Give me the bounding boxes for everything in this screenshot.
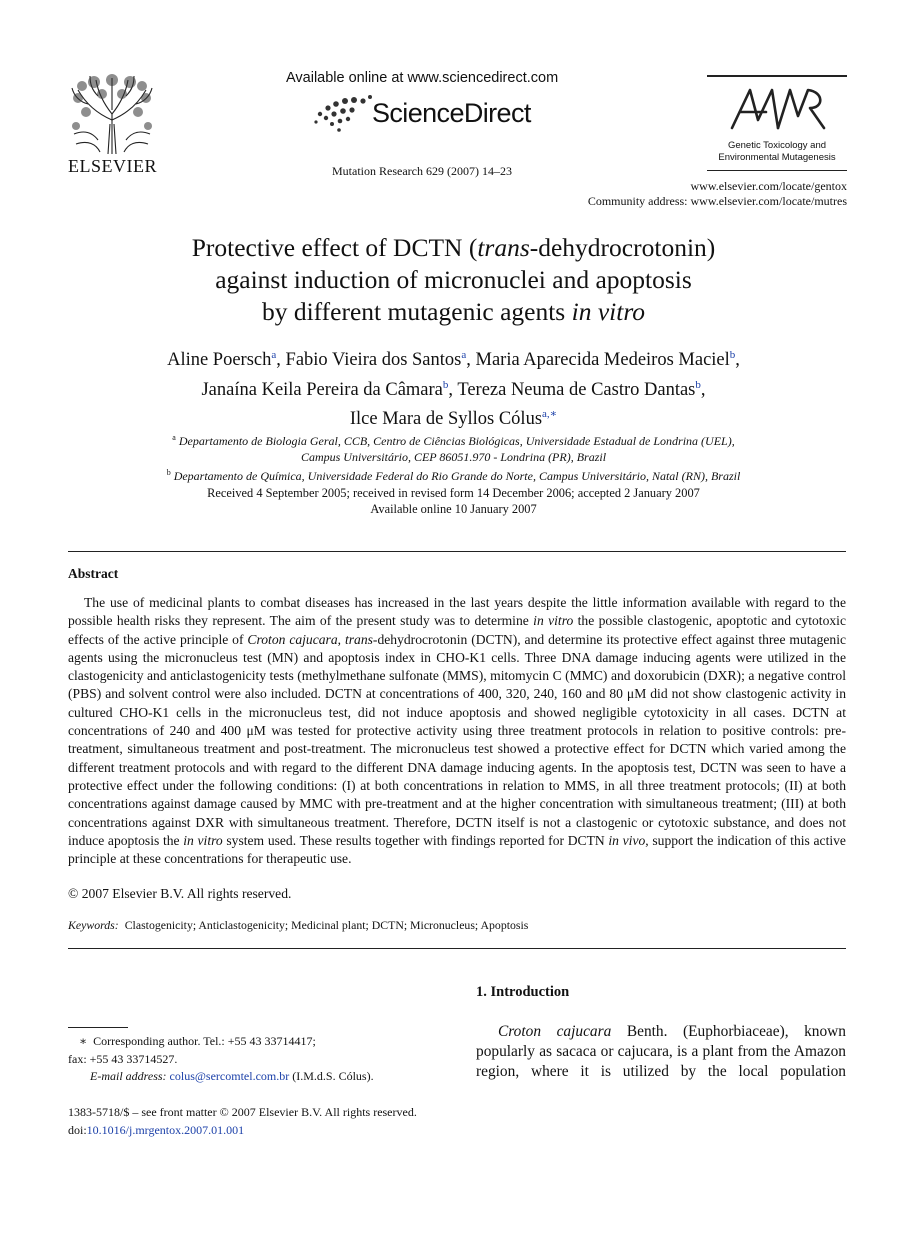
affiliation-mark[interactable]: a,∗ <box>542 408 558 420</box>
sciencedirect-wordmark: ScienceDirect <box>372 98 531 128</box>
affiliation-mark[interactable]: b <box>442 378 449 391</box>
sciencedirect-dots-icon <box>312 92 376 134</box>
email-link[interactable]: colus@sercomtel.com.br <box>169 1069 290 1083</box>
issn-doi-block: 1383-5718/$ – see front matter © 2007 Elsevier B.V. All rights reserved. doi:10.1016/j.mrgentox.2007.01.001 <box>68 1105 417 1137</box>
available-date: Available online 10 January 2007 <box>370 501 537 516</box>
introduction-body: Croton cajucara Benth. (Euphorbiaceae), known popularly as sacaca or cajucara, is a plant from the Amazon region, where it is utilized by the local population <box>476 1023 846 1081</box>
header-rule-top <box>707 75 847 77</box>
affiliation-mark[interactable]: b <box>729 349 736 361</box>
keywords <box>68 918 528 933</box>
author-name[interactable]: Janaína Keila Pereira da Câmara <box>201 379 443 400</box>
journal-reference: Mutation Research 629 (2007) 14–23 <box>332 164 512 178</box>
author-name[interactable]: Maria Aparecida Medeiros Maciel <box>475 350 730 370</box>
journal-url[interactable]: www.elsevier.com/locate/gentox <box>690 179 847 193</box>
abstract-body: The use of medicinal plants to combat diseases has increased in the last years despite the little information available with regard to the possible health risks they represent. The aim of the present study was to determine in vitro the possible clastogenic, apoptotic and cytotoxic effects of the active principle of Croton cajucara, trans-dehydrocrotonin (DCTN), and determine its protective effect against three mutagenic agents using the micronucleus test (MN) and apoptosis index in CHO-K1 cells. Three DNA damage inducing agents were utilized in the clastogenicity and anticlastogenicity tests (methylmethane sulfonate (MMS), mitomycin C (MMC) and doxorubicin (DXR); a negative control (PBS) and solvent control were also included. DCTN at concentrations of 400, 320, 240, 160 and 80 μM did not show clastogenic activity in cultured CHO-K1 cells in the micronucleus test, did not induce apoptosis and showed negligible cytotoxicity in all cases. DCTN at concentrations of 240 and 400 μM was tested for protective activity using three treatment protocols in relation to positive controls: pre-treatment, simultaneous treatment and post-treatment. The micronucleus test showed a protective effect for DCTN which varied among the different treatment protocols and with regard to the different DNA damage inducing agents. In the apoptosis test, DCTN was seen to have a protective effect under the following conditions: (I) at both concentrations in relation to MMS, in all three treatment protocols; (II) at both concentrations against damage caused by MMC with pre-treatment and at the higher concentration with simultaneous treatment; (III) at both concentrations against DXR with simultaneous treatment. Therefore, DCTN itself is not a clastogenic or cytotoxic substance, and does not induce apoptosis the in vitro system used. These results together with findings reported for DCTN in vivo, support the indication of this active principle at these concentrations for therapeutic use. <box>68 595 847 867</box>
elsevier-tree-logo-icon <box>68 74 156 156</box>
publisher-name: ELSEVIER <box>68 156 157 176</box>
issn-line: 1383-5718/$ – see front matter © 2007 Elsevier B.V. All rights reserved. <box>68 1105 417 1119</box>
doi-link[interactable]: 10.1016/j.mrgentox.2007.01.001 <box>86 1122 245 1137</box>
introduction-heading: 1. Introduction <box>476 984 570 1000</box>
affiliation-mark[interactable]: a <box>461 349 467 361</box>
author-name[interactable]: Aline Poersch <box>167 350 272 370</box>
keywords-label: Keywords: <box>68 918 119 932</box>
author-name[interactable]: Tereza Neuma de Castro Dantas <box>457 379 696 400</box>
journal-logo-caption: Genetic Toxicology and Environmental Mutagenesis <box>718 140 836 163</box>
article-history <box>0 486 907 518</box>
header-rule-bottom <box>707 170 847 171</box>
abstract-heading: Abstract <box>68 566 119 581</box>
article-title: Protective effect of DCTN (trans-dehydrocrotonin) against induction of micronuclei and apoptosis by different mutagenic agents in vitro <box>191 233 716 326</box>
corresponding-author-footnote: ∗ Corresponding author. Tel.: +55 43 33714417; fax: +55 43 33714527. E-mail address: colus@sercomtel.com.br (I.M.d.S. Cólus). <box>68 1034 374 1083</box>
available-online-text: Available online at www.sciencedirect.com <box>286 70 559 86</box>
footnote-rule <box>68 1027 128 1028</box>
mutation-research-logo-icon <box>728 86 828 130</box>
divider-bottom <box>68 948 846 949</box>
divider-top <box>68 551 846 552</box>
affiliations: $^a$ Departamento de Biologia Geral, CCB, Centro de Ciências Biológicas, Universidade Estadual de Londrina (UEL), Campus Universitário, CEP 86051.970 - Londrina (PR), Brazil $^b$ Departamento de Química, Universidade Federal do Rio Grande do Norte, Campus Universitário, Natal (RN), Brazil <box>166 433 741 484</box>
received-dates: Received 4 September 2005; received in revised form 14 December 2006; accepted 2 January 2007 <box>207 486 700 500</box>
affiliation-mark[interactable]: b <box>695 378 701 391</box>
affiliation-mark[interactable]: a <box>271 349 277 361</box>
author-name[interactable]: Ilce Mara de Syllos Cólus <box>349 409 543 429</box>
abstract-copyright: © 2007 Elsevier B.V. All rights reserved. <box>68 886 292 901</box>
author-list: Aline Poersch$^a$, Fabio Vieira dos Santos$^a$, Maria Aparecida Medeiros Maciel$^b$, Janaína Keila Pereira da Câmara$^b$, Tereza Neuma de Castro Dantas$^b$, Ilce Mara de Syllos Cólus$^{a,∗}$ <box>167 349 740 429</box>
keywords-list: Clastogenicity; Anticlastogenicity; Medicinal plant; DCTN; Micronucleus; Apoptosis <box>124 918 529 932</box>
community-url[interactable]: Community address: www.elsevier.com/locate/mutres <box>587 194 847 208</box>
author-name[interactable]: Fabio Vieira dos Santos <box>285 350 462 370</box>
